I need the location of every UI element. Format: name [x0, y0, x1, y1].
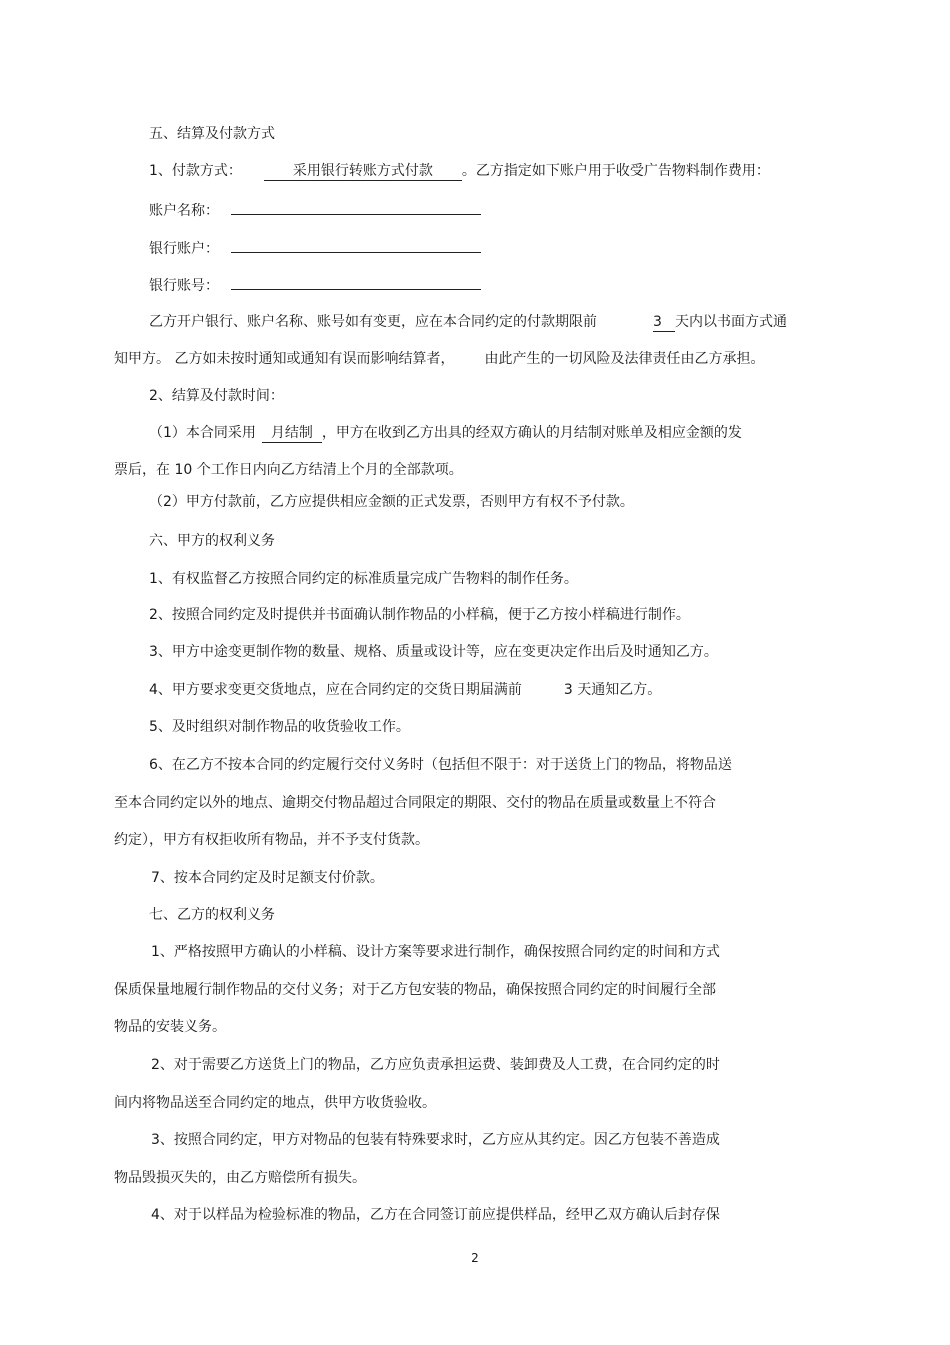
party-a-item-1: 1、有权监督乙方按照合同约定的标准质量完成广告物料的制作任务。 — [149, 571, 578, 587]
account-change-line-2 — [114, 350, 764, 368]
party-b-item-3-line-2: 物品毁损灭失的，由乙方赔偿所有损失。 — [114, 1170, 366, 1186]
party-b-item-1-line-2: 保质保量地履行制作物品的交付义务；对于乙方包安装的物品，确保按照合同约定的时间履行全部 — [114, 982, 716, 998]
account-name-line — [149, 200, 481, 220]
party-b-item-2-line-1: 2、对于需要乙方送货上门的物品，乙方应负责承担运费、装卸费及人工费，在合同约定的时 — [151, 1057, 720, 1073]
party-a-item-3: 3、甲方中途变更制作物的数量、规格、质量或设计等，应在变更决定作出后及时通知乙方。 — [149, 644, 718, 660]
bank-account-blank — [231, 238, 481, 253]
party-a-item-7: 7、按本合同约定及时足额支付价款。 — [151, 870, 384, 886]
party-a-item-5: 5、及时组织对制作物品的收货验收工作。 — [149, 719, 410, 735]
section-7-heading: 七、乙方的权利义务 — [149, 907, 275, 923]
account-number-line — [149, 275, 481, 295]
account-change-text-2: 天内以书面方式通 — [675, 314, 787, 330]
section-5-heading: 五、结算及付款方式 — [149, 126, 275, 142]
settlement-time-heading: 2、结算及付款时间： — [149, 388, 284, 404]
payment-method-line — [149, 162, 770, 181]
bank-account-label: 银行账户： — [149, 241, 219, 257]
party-b-item-1-line-1: 1、严格按照甲方确认的小样稿、设计方案等要求进行制作，确保按照合同约定的时间和方式 — [151, 944, 720, 960]
account-change-text-4: 由此产生的一切风险及法律责任由乙方承担。 — [484, 351, 765, 367]
account-name-blank — [231, 200, 481, 215]
account-name-label: 账户名称： — [149, 203, 219, 219]
party-a-item-6-line-3: 约定），甲方有权拒收所有物品，并不予支付货款。 — [114, 832, 429, 848]
account-change-text: 乙方开户银行、账户名称、账号如有变更，应在本合同约定的付款期限前 — [149, 314, 597, 330]
settlement-mode-value: 月结制 — [262, 424, 322, 443]
account-number-label: 银行账号： — [149, 278, 219, 294]
settlement-clause-1-line-2: 票后，在 10 个工作日内向乙方结清上个月的全部款项。 — [114, 462, 463, 478]
party-a-item-4-text: 4、甲方要求变更交货地点，应在合同约定的交货日期届满前 — [149, 682, 522, 698]
party-b-item-3-line-1: 3、按照合同约定，甲方对物品的包装有特殊要求时，乙方应从其约定。因乙方包装不善造成 — [151, 1132, 720, 1148]
party-a-item-6-line-1: 6、在乙方不按本合同的约定履行交付义务时（包括但不限于：对于送货上门的物品，将物品送 — [149, 757, 732, 773]
payment-method-suffix: 。乙方指定如下账户用于收受广告物料制作费用： — [461, 163, 770, 179]
page-number: 2 — [471, 1251, 479, 1265]
settlement-clause-2: （2）甲方付款前，乙方应提供相应金额的正式发票，否则甲方有权不予付款。 — [149, 494, 634, 510]
settlement-clause-1-text: （1）本合同采用 — [149, 425, 256, 441]
payment-method-value: 采用银行转账方式付款 — [264, 162, 462, 181]
party-a-item-2: 2、按照合同约定及时提供并书面确认制作物品的小样稿，便于乙方按小样稿进行制作。 — [149, 607, 690, 623]
account-change-text-3: 知甲方。 乙方如未按时通知或通知有误而影响结算者， — [114, 351, 455, 367]
party-b-item-2-line-2: 间内将物品送至合同约定的地点，供甲方收货验收。 — [114, 1095, 436, 1111]
party-a-item-6-line-2: 至本合同约定以外的地点、逾期交付物品超过合同限定的期限、交付的物品在质量或数量上不符合 — [114, 795, 716, 811]
settlement-clause-1-line-1 — [149, 424, 742, 443]
payment-method-label: 1、付款方式： — [149, 163, 242, 179]
settlement-clause-1-text-2: ，甲方在收到乙方出具的经双方确认的月结制对账单及相应金额的发 — [321, 425, 742, 441]
party-b-item-4-line-1: 4、对于以样品为检验标准的物品，乙方在合同签订前应提供样品，经甲乙双方确认后封存保 — [151, 1207, 720, 1223]
account-change-line-1 — [149, 313, 787, 332]
party-b-item-1-line-3: 物品的安装义务。 — [114, 1019, 226, 1035]
party-a-item-4 — [149, 681, 661, 699]
section-6-heading: 六、甲方的权利义务 — [149, 533, 275, 549]
account-change-days: 3 — [653, 313, 675, 332]
bank-account-line — [149, 238, 481, 258]
account-number-blank — [231, 275, 481, 290]
party-a-item-4-days: 3 天通知乙方。 — [563, 682, 662, 698]
